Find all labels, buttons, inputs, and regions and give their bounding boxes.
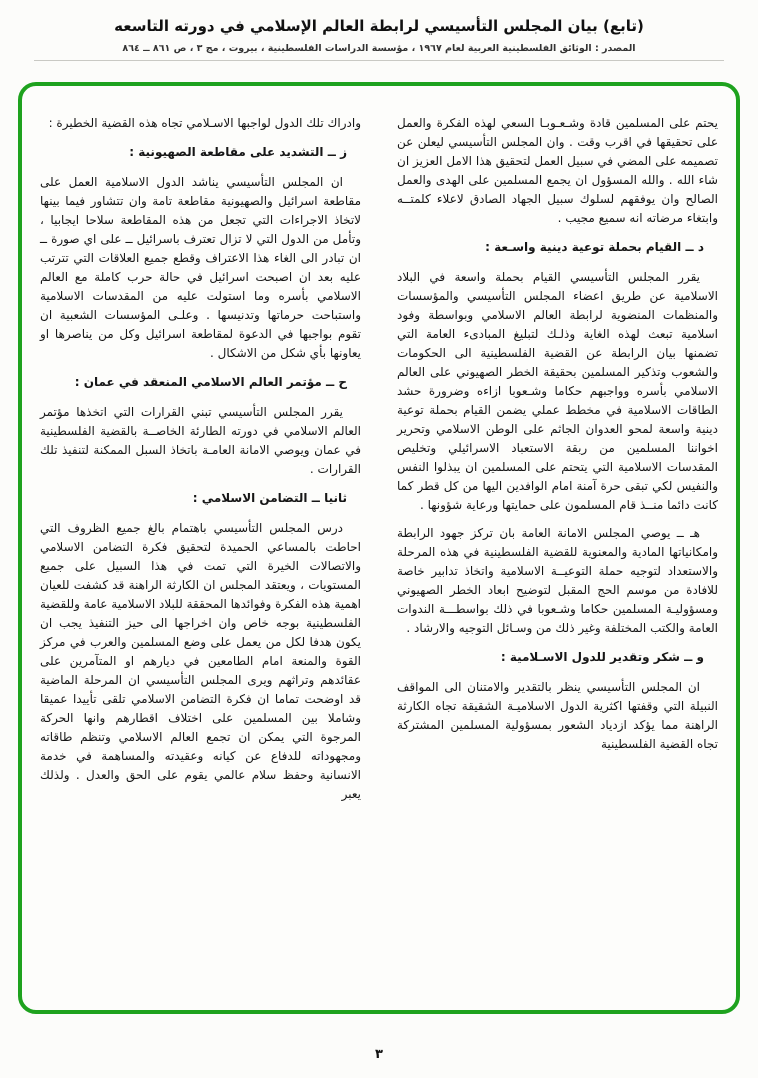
page-title: (تابع) بيان المجلس التأسيسي لرابطة العالم الإسلامي في دورته التاسعه	[114, 17, 644, 35]
two-column-text	[40, 114, 718, 996]
paragraph: يقرر المجلس التأسيسي تبني القرارات التي اتخذها مؤتمر العالم الاسلامي في دورته الطارئة الخاصــة بالقضية الفلسطينية في عمان ويوصي الامانة العامـة باتخاذ السبل الممكنة لتنفيذ تلك القرارات .	[40, 405, 361, 476]
paragraph: هـ ــ يوصي المجلس الامانة العامة بان تركز جهود الرابطة وامكانياتها المادية والمعنوية للقضية الفلسطينية في هذه المرحلة والاستعداد لتوجيه حملة التوعيــة الاسلامية واتخاذ تدابير خاصة للافادة من موسم الحج المقبل لتوضيح ابعاد الخطر الصهيوني ومسؤوليـة المسلمين حكاما وشـعوبا في ذلك بواسطـــة الندوات العامة والكتب المختلفة وغير ذلك من وسـائل التوجيه والارشاد .	[397, 526, 718, 635]
paragraph: يقرر المجلس التأسيسي القيام بحملة واسعة في البلاد الاسلامية عن طريق اعضاء المجلس التأسيسي والمؤسسات والمنظمات المنضوية لرابطة العالم الاسلامي وبواسطة وفود اسلامية تبعث لهذه الغاية وذلـك لتبليغ المبادىء العامة التي تضمنها بيان الرابطة عن القضية الفلسطينية الى الحكومات والشعوب وتذكير المسلمين بحقيقة الخطر الصهيوني على العالم الاسلامي بأسره وواجبهم حكاما وشـعوبا ازاءه وضرورة حشد الطاقات الاسلامية في مخطط عملي يضمن القيام بحملة توعية دينية واسعة لمحو العدوان الجاثم على الوطن الاسلامي وتحرير اخواننا المسلمين من ربقة الاستعباد الاسرائيلي وتخليص المقدسات الاسلامية التي يتحتم على المسلمين ان يبذلوا النفس والنفيس لكي تبقى حرة آمنة امام الوافدين اليها من كل قطر كما كانت دائما منــذ قام المسلمون على حمايتها ورعاية شؤونها .	[397, 270, 718, 512]
column-right	[397, 114, 718, 996]
section-heading: و ــ شكر وتقدير للدول الاسـلامية :	[500, 650, 704, 664]
section-heading: د ــ القيام بحملة توعية دينية واسـعة :	[485, 240, 704, 254]
section-heading: ز ــ التشديد على مقاطعة الصهيونية :	[129, 145, 347, 159]
paragraph: يحتم على المسلمين قادة وشـعـوبـا السعي لهذه الفكرة والعمل على تحقيقها في اقرب وقت . وان المجلس التأسيسي ليعلن عن تصميمه على المضي في سبيل العمل لتحقيق هذا الامل العزيز ان شاء الله . والله المسؤول ان يجمع المسلمين على الهدى والعمل الصالح وان يوفقهم لسلوك سبيل الجهاد الصادق لاعلاء كلمتــه وابتغاء مرضاته انه سميع مجيب .	[397, 116, 718, 225]
paragraph: درس المجلس التأسيسي باهتمام بالغ جميع الظروف التي احاطت بالمساعي الحميدة لتحقيق فكرة التضامن الاسلامي والاتصالات الخيرة التي تمت في هذا السبيل على جميع المستويات ، ويعتقد المجلس ان الكارثة الراهنة قد كشفت للعيان اهمية هذه الفكرة وفوائدها المحققة للبلاد الاسلامية عامة وللقضية الفلسطينية بوجه خاص وان اخراجها الى حيز التنفيذ يجب ان يكون هدفا لكل من يعمل على وضع المسلمين والعرب في مركز القوة والمنعة امام الطامعين في ديارهم او المتآمرين على عقائدهم وتراثهم ويرى المجلس التأسيسي ان المرحلة الماضية قد اوضحت تماما ان فكرة التضامن الاسلامي تلقى تأييدا عميقا وشاملا بين المسلمين على اختلاف اقطارهم وانها الحركة المرجوة التي يمكن ان تجمع العالم الاسلامي وتنظم طاقاته ومجهوداته للدفاع عن كيانه وعقيدته والمساهمة في خدمة الانسانية وحفظ سلام عالمي يقوم على الحق والعدل . ولذلك يعبر	[40, 521, 361, 801]
source-line: المصدر : الوثائق الفلسطينية العربية لعام ١٩٦٧ ، مؤسسة الدراسات الفلسطينية ، بيروت ، مج ٣ ، ص ٨٦١ ــ ٨٦٤	[122, 43, 636, 54]
header-divider	[34, 60, 724, 61]
content-border-box	[18, 82, 740, 1014]
page-number: ٣	[375, 1047, 383, 1062]
section-heading: ثانيا ــ التضامن الاسلامي :	[192, 491, 347, 505]
paragraph: وادراك تلك الدول لواجبها الاسـلامي تجاه هذه القضية الخطيرة :	[48, 116, 361, 130]
document-header	[0, 0, 758, 61]
section-heading: ح ــ مؤتمر العالم الاسلامي المنعقد في عمان :	[74, 375, 347, 389]
paragraph: ان المجلس التأسيسي ينظر بالتقدير والامتنان الى المواقف النبيلة التي وقفتها اكثرية الدول الاسلاميـة الشقيقة تجاه الكارثة الراهنة مما يؤكد ازدياد الشعور بمسؤولية المسلمين المشتركة تجاه القضية الفلسطينية	[397, 680, 718, 751]
paragraph: ان المجلس التأسيسي يناشد الدول الاسلامية العمل على مقاطعة اسرائيل والصهيونية مقاطعة تامة وان تتشاور فيما بينها لاتخاذ الاجراءات التي تجعل من هذه المقاطعة سلاحا ايجابيا ، وتأمل من الدول التي لا تزال تعترف باسرائيل ــ على اي صورة ــ ان تبادر الى الغاء هذا الاعتراف وقطع جميع العلاقات التي تترتب عليه بعد ان اصبحت اسرائيل في حالة حرب كاملة مع العالم الاسلامي بأسره وما استولت عليه من المقدسات الاسلامية واستباحت حرماتها وتدنيسها . وعلـى المؤسسات الشعبية ان تقوم بواجبها في الدعوة لمقاطعة اسرائيل وكل من يناصرها او يعاونها بأي شكل من الاشكال .	[40, 175, 361, 360]
column-left	[40, 114, 361, 996]
